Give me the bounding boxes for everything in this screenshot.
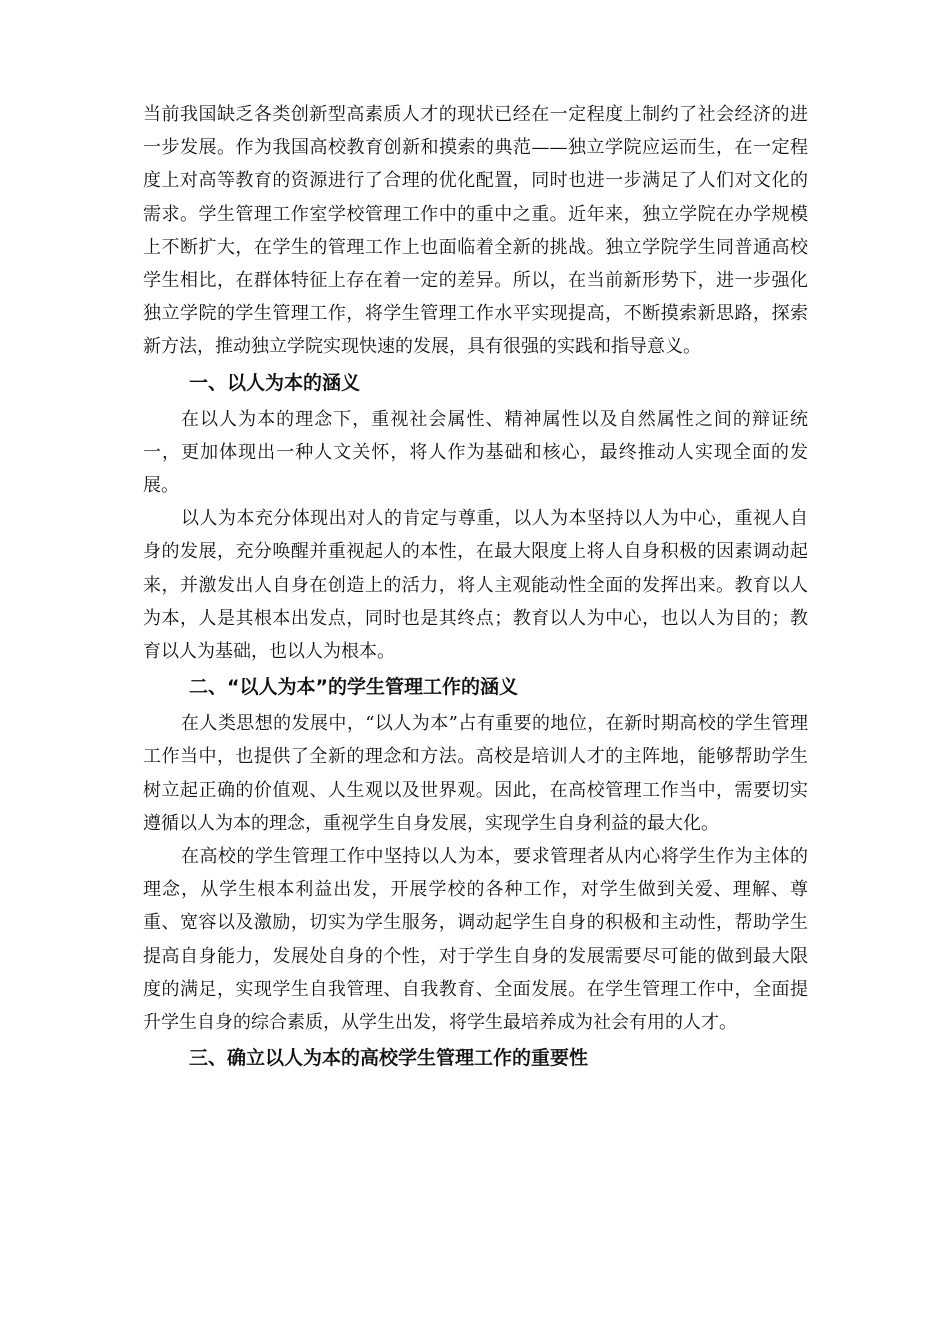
document-page — [143, 98, 808, 1078]
section-1-paragraph-2: 以人为本充分体现出对人的肯定与尊重，以人为本坚持以人为中心，重视人自身的发展，充分唤醒并重视起人的本性，在最大限度上将人自身积极的因素调动起来，并激发出人自身在创造上的活力，将人主观能动性全面的发挥出来。教育以人为本，人是其根本出发点，同时也是其终点；教育以人为中心，也以人为目的；教育以人为基础，也以人为根本。 — [143, 508, 808, 663]
section-heading-2: 二、“以人为本”的学生管理工作的涵义 — [189, 676, 518, 699]
intro-paragraph: 当前我国缺乏各类创新型高素质人才的现状已经在一定程度上制约了社会经济的进一步发展。作为我国高校教育创新和摸索的典范——独立学院应运而生，在一定程度上对高等教育的资源进行了合理的优化配置，同时也进一步满足了人们对文化的需求。学生管理工作室学校管理工作中的重中之重。近年来，独立学院在办学规模上不断扩大，在学生的管理工作上也面临着全新的挑战。独立学院学生同普通高校学生相比，在群体特征上存在着一定的差异。所以，在当前新形势下，进一步强化独立学院的学生管理工作，将学生管理工作水平实现提高，不断摸索新思路，探索新方法，推动独立学院实现快速的发展，具有很强的实践和指导意义。 — [143, 104, 808, 358]
section-1-paragraph-1: 在以人为本的理念下，重视社会属性、精神属性以及自然属性之间的辩证统一，更加体现出一种人文关怀，将人作为基础和核心，最终推动人实现全面的发展。 — [143, 408, 808, 497]
section-2-paragraph-1: 在人类思想的发展中，“以人为本”占有重要的地位，在新时期高校的学生管理工作当中，也提供了全新的理念和方法。高校是培训人才的主阵地，能够帮助学生树立起正确的价值观、人生观以及世界观。因此，在高校管理工作当中，需要切实遵循以人为本的理念，重视学生自身发展，实现学生自身利益的最大化。 — [143, 713, 808, 834]
section-heading-3: 三、确立以人为本的高校学生管理工作的重要性 — [189, 1047, 589, 1070]
section-2-paragraph-2: 在高校的学生管理工作中坚持以人为本，要求管理者从内心将学生作为主体的理念，从学生根本利益出发，开展学校的各种工作，对学生做到关爱、理解、尊重、宽容以及激励，切实为学生服务，调动起学生自身的积极和主动性，帮助学生提高自身能力，发展处自身的个性，对于学生自身的发展需要尽可能的做到最大限度的满足，实现学生自我管理、自我教育、全面发展。在学生管理工作中，全面提升学生自身的综合素质，从学生出发，将学生最培养成为社会有用的人才。 — [143, 846, 808, 1034]
section-heading-1: 一、以人为本的涵义 — [189, 371, 361, 394]
